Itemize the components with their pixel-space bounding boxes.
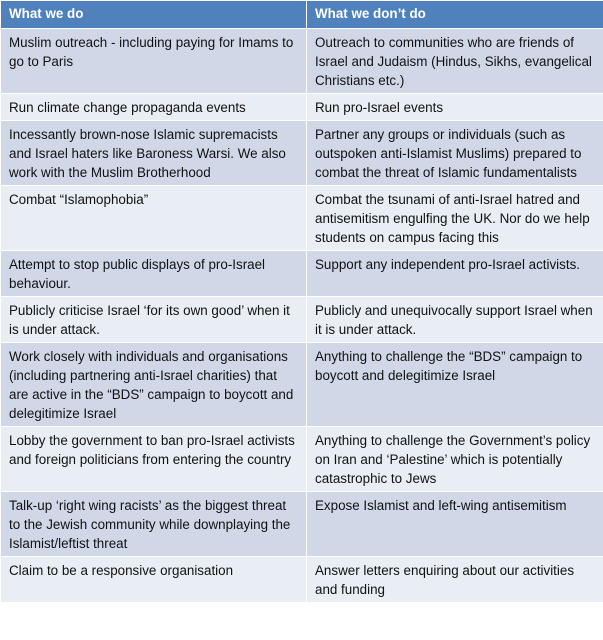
- cell-what-we-dont-do: Publicly and unequivocally support Israel when it is under attack.: [307, 297, 603, 343]
- header-what-we-do: What we do: [1, 1, 307, 29]
- cell-what-we-dont-do: Support any independent pro-Israel activists.: [307, 251, 603, 297]
- cell-what-we-do: Publicly criticise Israel ‘for its own good’ when it is under attack.: [1, 297, 307, 343]
- cell-what-we-do: Run climate change propaganda events: [1, 94, 307, 121]
- cell-what-we-do: Lobby the government to ban pro-Israel activists and foreign politicians from entering the country: [1, 427, 307, 492]
- cell-what-we-dont-do: Anything to challenge the Government’s policy on Iran and ‘Palestine’ which is potentially catastrophic to Jews: [307, 427, 603, 492]
- cell-what-we-do: Claim to be a responsive organisation: [1, 557, 307, 603]
- cell-what-we-dont-do: Combat the tsunami of anti-Israel hatred and antisemitism engulfing the UK. Nor do we help students on campus facing this: [307, 186, 603, 251]
- header-what-we-dont-do: What we don’t do: [307, 1, 603, 29]
- cell-what-we-dont-do: Outreach to communities who are friends of Israel and Judaism (Hindus, Sikhs, evangelical Christians etc.): [307, 29, 603, 94]
- header-row: [1, 1, 603, 29]
- cell-what-we-dont-do: Anything to challenge the “BDS” campaign to boycott and delegitimize Israel: [307, 343, 603, 427]
- table-row: [1, 297, 603, 343]
- cell-what-we-dont-do: Expose Islamist and left-wing antisemitism: [307, 492, 603, 557]
- table-row: [1, 29, 603, 94]
- cell-what-we-do: Muslim outreach - including paying for Imams to go to Paris: [1, 29, 307, 94]
- cell-what-we-do: Attempt to stop public displays of pro-Israel behaviour.: [1, 251, 307, 297]
- cell-what-we-do: Incessantly brown-nose Islamic supremacists and Israel haters like Baroness Warsi. We also work with the Muslim Brotherhood: [1, 121, 307, 186]
- table-row: [1, 186, 603, 251]
- cell-what-we-dont-do: Partner any groups or individuals (such as outspoken anti-Islamist Muslims) prepared to combat the threat of Islamic fundamentalists: [307, 121, 603, 186]
- table-row: [1, 427, 603, 492]
- cell-what-we-dont-do: Answer letters enquiring about our activities and funding: [307, 557, 603, 603]
- table-row: [1, 251, 603, 297]
- table-row: [1, 492, 603, 557]
- table-row: [1, 557, 603, 603]
- table-row: [1, 121, 603, 186]
- cell-what-we-do: Talk-up ‘right wing racists’ as the biggest threat to the Jewish community while downplaying the Islamist/leftist threat: [1, 492, 307, 557]
- cell-what-we-do: Work closely with individuals and organisations (including partnering anti-Israel charities) that are active in the “BDS” campaign to boycott and delegitimize Israel: [1, 343, 307, 427]
- table-row: [1, 343, 603, 427]
- cell-what-we-do: Combat “Islamophobia”: [1, 186, 307, 251]
- cell-what-we-dont-do: Run pro-Israel events: [307, 94, 603, 121]
- table-row: [1, 94, 603, 121]
